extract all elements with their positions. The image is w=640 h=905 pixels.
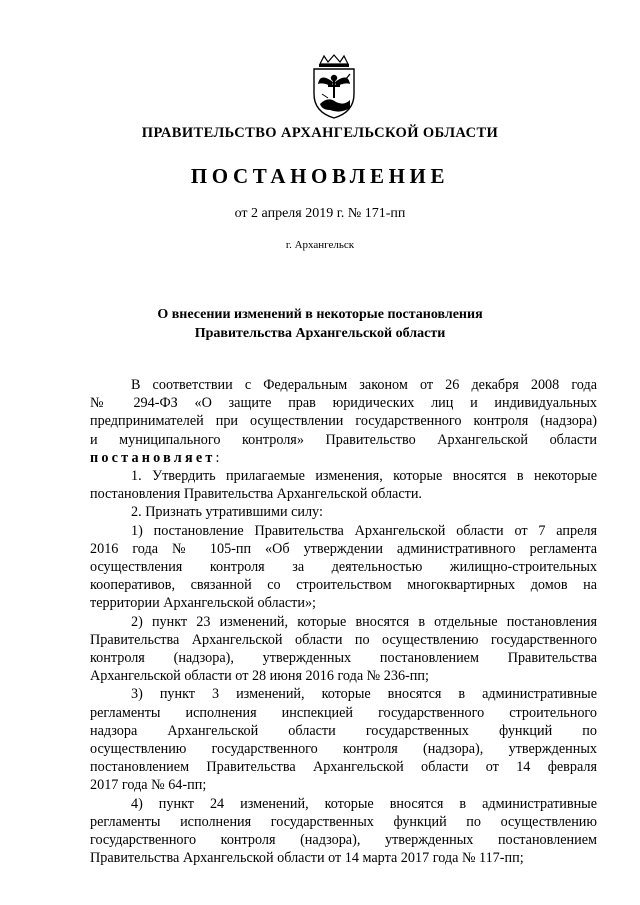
paragraph-line: осуществления контроля за деятельностью жилищно-строительных (90, 559, 597, 576)
paragraph-line: 1) постановление Правительства Архангельской области от 7 апреля (131, 522, 597, 539)
government-name: ПРАВИТЕЛЬСТВО АРХАНГЕЛЬСКОЙ ОБЛАСТИ (141, 125, 499, 141)
paragraph-line: 2017 года № 64-пп; (90, 777, 207, 794)
paragraph-line: контроля (надзора), утвержденных постановлением Правительства (90, 650, 597, 667)
paragraph-line: регламенты исполнения государственных функций по осуществлению (90, 813, 597, 830)
paragraph-line: Правительства Архангельской области по осуществлению государственного (90, 631, 597, 648)
paragraph-line: 3) пункт 3 изменений, которые вносятся в административные (131, 686, 597, 703)
date-and-number: от 2 апреля 2019 г. № 171-пп (234, 206, 406, 221)
resolves-line (90, 449, 597, 467)
resolves-word: постановляет (90, 449, 216, 466)
paragraph-line: Архангельской области от 28 июня 2016 года № 236-пп; (90, 668, 429, 685)
title-line: О внесении изменений в некоторые постановления (157, 307, 483, 322)
document-title (0, 305, 640, 343)
paragraph-line: постановлением Правительства Архангельской области от 14 февраля (90, 759, 597, 776)
paragraph-line: № 294-ФЗ «О защите прав юридических лиц и индивидуальных (90, 395, 597, 412)
resolves-colon: : (215, 449, 220, 466)
paragraph-line: и муниципального контроля» Правительство Архангельской области (90, 431, 597, 448)
coat-of-arms-emblem-icon (306, 54, 362, 120)
paragraph-line: государственного контроля (надзора), утвержденных постановлением (90, 832, 597, 849)
paragraph-line: территории Архангельской области»; (90, 595, 316, 612)
paragraph-line: постановления Правительства Архангельской области. (90, 486, 422, 503)
paragraph-line: 1. Утвердить прилагаемые изменения, которые вносятся в некоторые (131, 468, 597, 485)
paragraph-line: Правительства Архангельской области от 14 марта 2017 года № 117-пп; (90, 850, 524, 867)
document-body (90, 376, 597, 867)
paragraph-line: В соответствии с Федеральным законом от 26 декабря 2008 года (131, 377, 597, 393)
paragraph-line: 4) пункт 24 изменений, которые вносятся в административные (131, 795, 597, 812)
paragraph-line: надзора Архангельской области государственных функций по (90, 722, 597, 739)
paragraph-line: 2016 года № 105-пп «Об утверждении административного регламента (90, 540, 597, 557)
city-name: г. Архангельск (285, 239, 355, 251)
paragraph-line: кооперативов, связанной со строительством многоквартирных домов на (90, 577, 597, 594)
document-type: ПОСТАНОВЛЕНИЕ (190, 164, 450, 188)
paragraph-line: осуществлению государственного контроля (надзора), утвержденных (90, 741, 597, 758)
paragraph-line: 2) пункт 23 изменений, которые вносятся в отдельные постановления (131, 613, 597, 630)
paragraph-line: регламенты исполнения инспекцией государственного строительного (90, 704, 597, 721)
paragraph-line: предпринимателей при осуществлении государственного контроля (надзора) (90, 413, 597, 430)
paragraph-line: 2. Признать утратившими силу: (131, 504, 323, 521)
title-line: Правительства Архангельской области (194, 326, 446, 341)
